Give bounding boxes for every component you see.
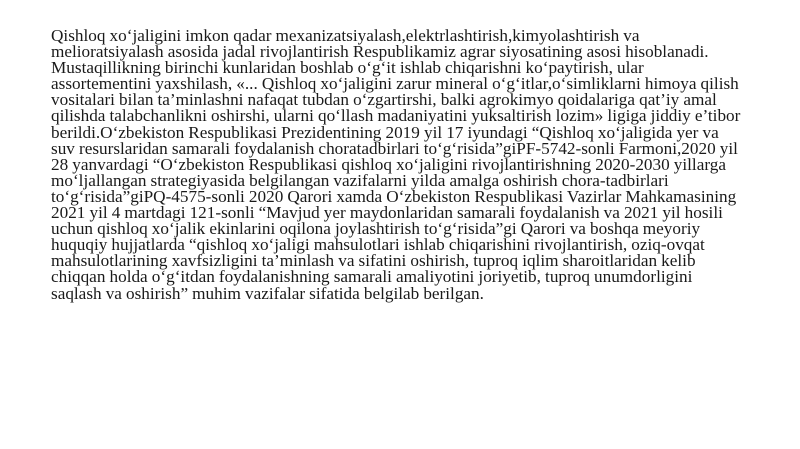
- body-paragraph: Qishloq xo‘jaligini imkon qadar mexanizatsiyalash,elektrlashtirish,kimyolashtirish va melioratsiyalash asosida jadal rivojlantirish Respublikamiz agrar siyosatining asosi hisoblanadi. Mustaqillikning birinchi kunlaridan boshlab o‘g‘it ishlab chiqarishni ko‘paytirish, ular assortementini yaxshilash, «... Qishloq xo‘jaligini zarur mineral o‘g‘itlar,o‘simliklarni himoya qilish vositalari bilan ta’minlashni nafaqat tubdan o‘zgartirshi, balki agrokimyo qoidalariga qat’iy amal qilishda talabchanlikni oshirshi, ularni qo‘llash madaniyatini yuksaltirish lozim» ligiga jiddiy e’tibor berildi.O‘zbekiston Respublikasi Prezidentining 2019 yil 17 iyundagi “Qishloq xo‘jaligida yer va suv resurslaridan samarali foydalanish choratadbirlari to‘g‘risida”giPF-5742-sonli Farmoni,2020 yil 28 yanvardagi “O‘zbekiston Respublikasi qishloq xo‘jaligini rivojlantirishning 2020-2030 yillarga mo‘ljallangan strategiyasida belgilangan vazifalarni yilda amalga oshirish chora-tadbirlari to‘g‘risida”giPQ-4575-sonli 2020 Qarori xamda O‘zbekiston Respublikasi Vazirlar Mahkamasining 2021 yil 4 martdagi 121-sonli “Mavjud yer maydonlaridan samarali foydalanish va 2021 yil hosili uchun qishloq xo‘jalik ekinlarini oqilona joylashtirish to‘g‘risida”gi Qarori va boshqa meyoriy huquqiy hujjatlarda “qishloq xo‘jaligi mahsulotlari ishlab chiqarishini rivojlantirish, oziq-ovqat mahsulotlarining xavfsizligini ta’minlash va sifatini oshirish, tuproq iqlim sharoitlaridan kelib chiqqan holda o‘g‘itdan foydalanishning samarali amaliyotini joriyetib, tuproq unumdorligini saqlash va oshirish” muhim vazifalar sifatida belgilab berilgan.: [51, 26, 741, 303]
